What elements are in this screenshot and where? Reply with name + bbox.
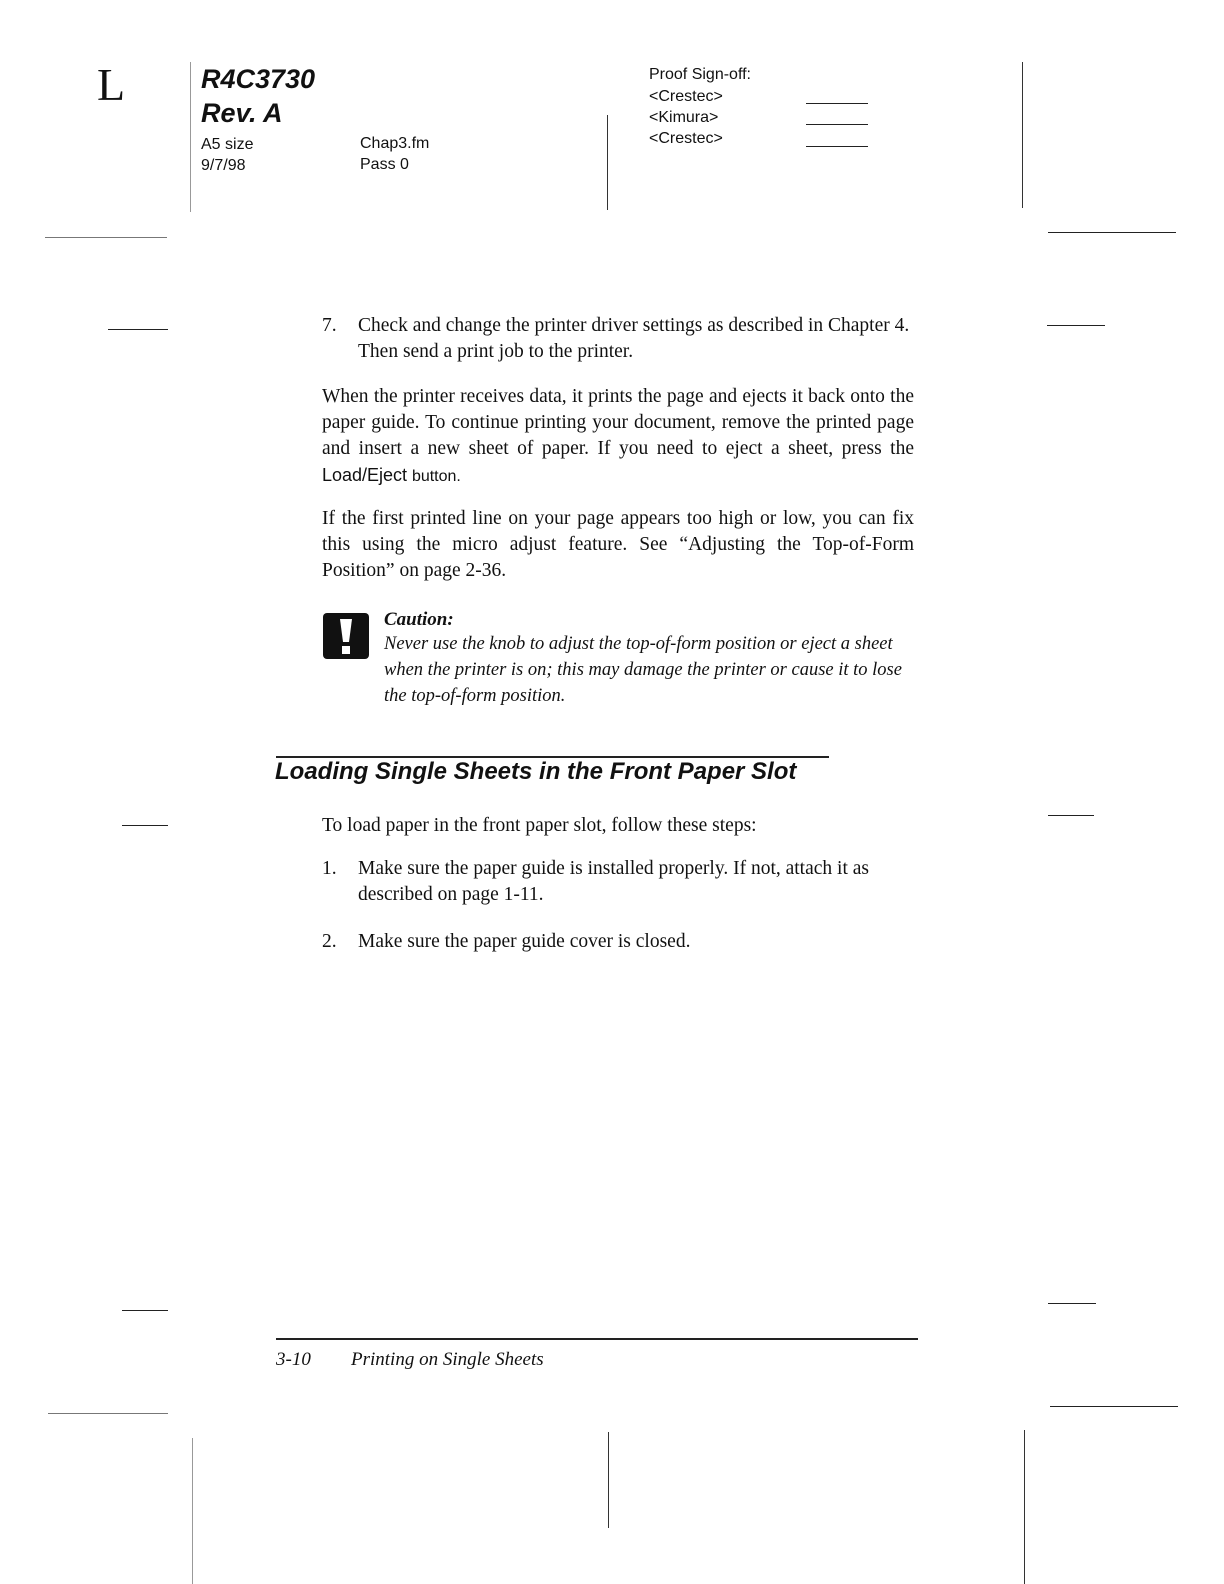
crop-mark	[45, 237, 167, 238]
signoff-line	[806, 103, 868, 104]
header-divider-center	[607, 115, 608, 210]
crop-mark	[608, 1432, 609, 1528]
crop-mark	[122, 825, 168, 826]
crop-mark	[1048, 232, 1176, 233]
crop-mark	[1048, 1303, 1096, 1304]
crop-mark	[1024, 1430, 1025, 1584]
proof-entry: <Crestec>	[649, 130, 723, 147]
date-label: 9/7/98	[201, 157, 246, 174]
crop-mark	[108, 329, 168, 330]
list-text: Make sure the paper guide is installed properly. If not, attach it as described on page 1-11.	[358, 858, 869, 905]
document-code: R4C3730	[201, 64, 316, 94]
signoff-line	[806, 124, 868, 125]
file-name-label: Chap3.fm	[360, 135, 430, 152]
header-divider-right	[1022, 62, 1023, 208]
paragraph-text: When the printer receives data, it prints the page and ejects it back onto the paper guide. To continue printing your document, remove the printed page and insert a new sheet of paper. If you need to eject a sheet, press the	[322, 386, 914, 459]
crop-mark	[122, 1310, 168, 1311]
intro-paragraph: To load paper in the front paper slot, follow these steps:	[322, 815, 757, 836]
crop-mark	[48, 1413, 168, 1414]
paragraph	[322, 384, 914, 490]
list-text: Check and change the printer driver settings as described in Chapter 4. Then send a print job to the printer.	[358, 315, 910, 362]
caution-title: Caution:	[384, 609, 454, 630]
list-number: 1.	[322, 858, 337, 879]
paragraph-text-end: button.	[411, 468, 461, 485]
crop-mark	[1048, 815, 1094, 816]
header-divider-left	[190, 62, 191, 212]
crop-mark	[192, 1438, 193, 1584]
list-text: Make sure the paper guide cover is closed.	[358, 931, 691, 952]
proof-entry: <Kimura>	[649, 109, 719, 126]
list-item	[322, 929, 922, 955]
page-number: 3-10	[276, 1349, 311, 1370]
proof-entry: <Crestec>	[649, 88, 723, 105]
caution-text: Never use the knob to adjust the top-of-form position or eject a sheet when the printer is on; this may damage the printer or cause it to lose the top-of-form position.	[384, 634, 902, 706]
crop-mark	[1050, 1406, 1178, 1407]
list-number: 2.	[322, 931, 337, 952]
list-item	[322, 313, 922, 365]
exclamation-icon	[323, 613, 369, 659]
crop-mark	[1047, 325, 1105, 326]
footer-rule	[276, 1338, 918, 1340]
document-revision: Rev. A	[201, 98, 283, 128]
pass-label: Pass 0	[360, 156, 409, 173]
list-number: 7.	[322, 315, 337, 336]
exclamation-glyph	[323, 613, 369, 659]
section-heading: Loading Single Sheets in the Front Paper Slot	[275, 758, 797, 785]
load-eject-button-label: Load/Eject	[322, 465, 408, 485]
signoff-line	[806, 146, 868, 147]
chapter-title: Printing on Single Sheets	[351, 1349, 544, 1370]
corner-letter: L	[97, 59, 126, 110]
paragraph: If the first printed line on your page appears too high or low, you can fix this using the micro adjust feature. See “Adjusting the Top-of-Form Position” on page 2-36.	[322, 508, 914, 581]
page-size-label: A5 size	[201, 136, 254, 153]
proof-signoff-title: Proof Sign-off:	[649, 66, 751, 83]
list-item	[322, 856, 922, 908]
